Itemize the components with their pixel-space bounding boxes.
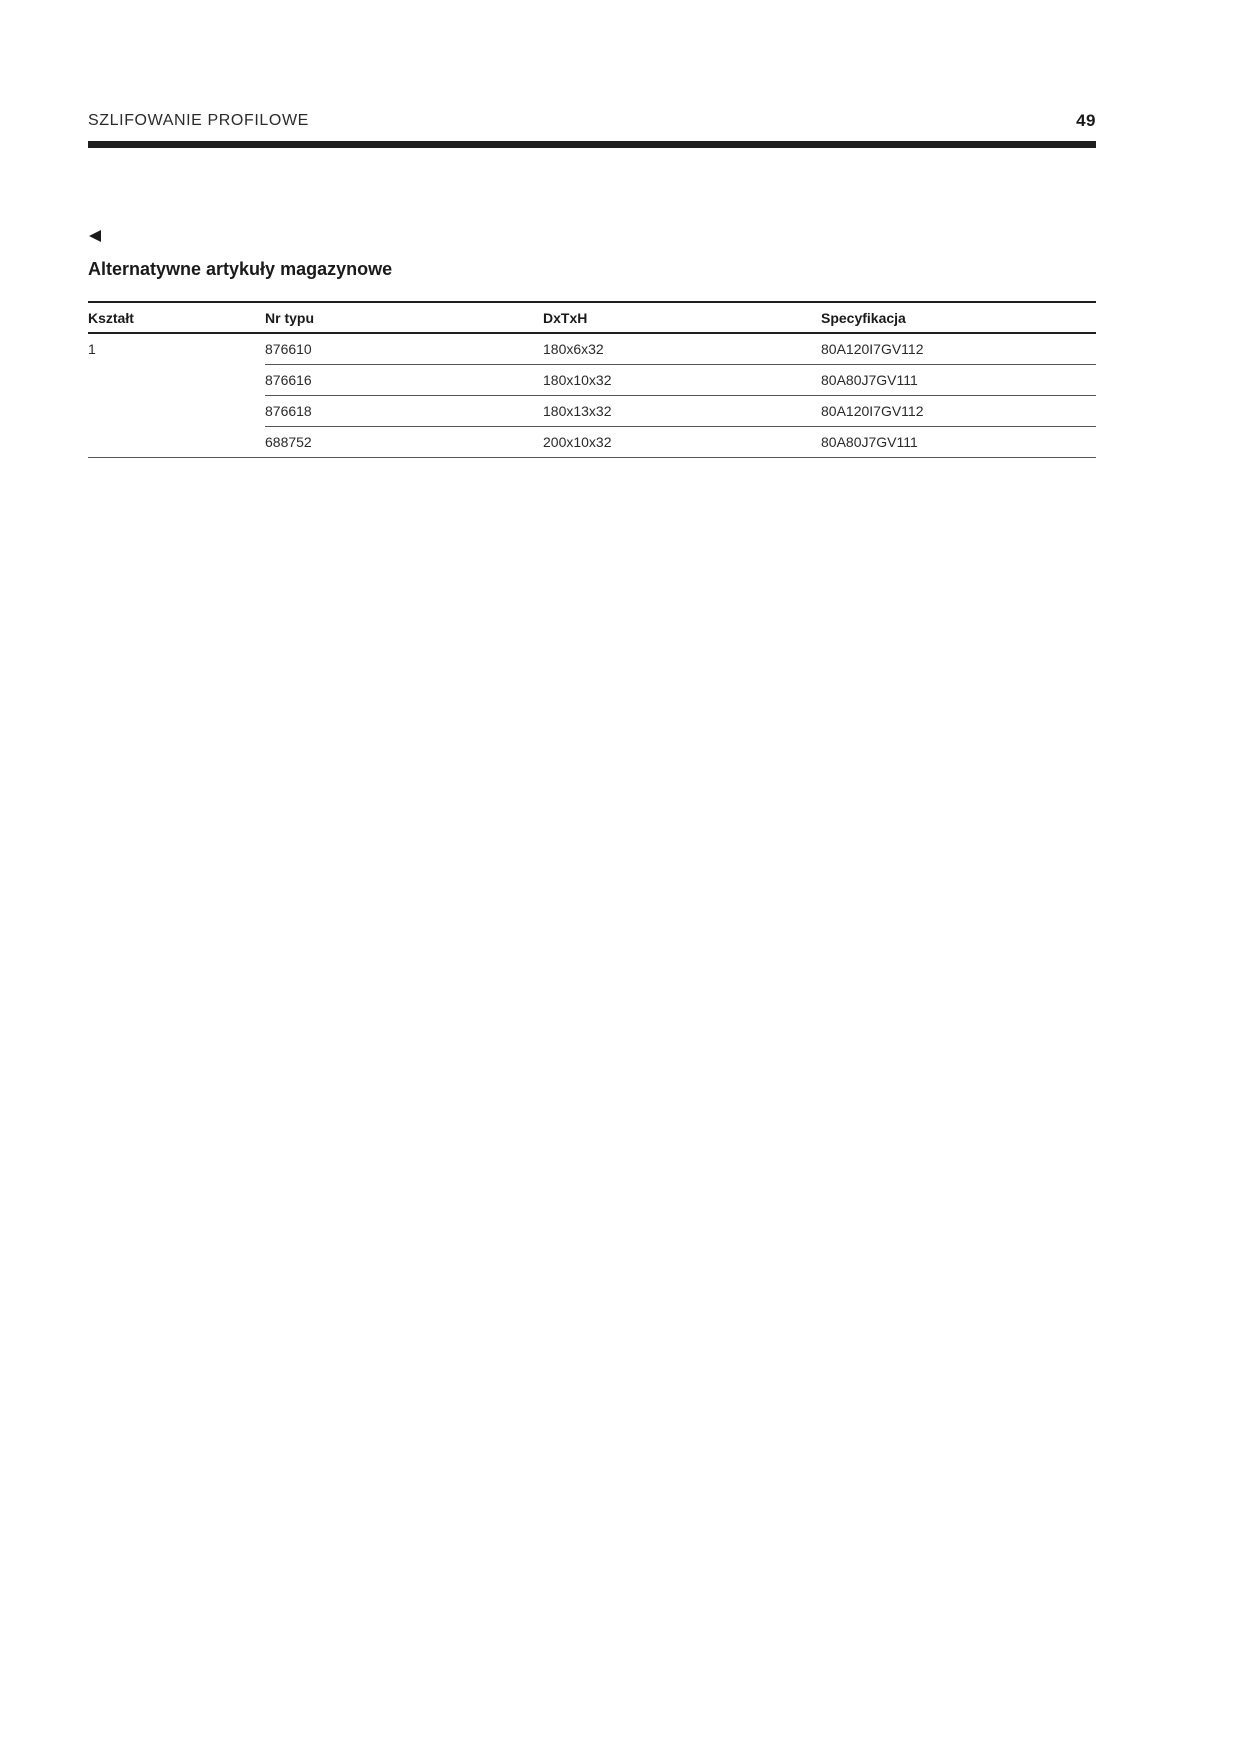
section-title: SZLIFOWANIE PROFILOWE bbox=[88, 112, 309, 129]
cell-shape bbox=[88, 365, 265, 396]
header-rule bbox=[88, 141, 1096, 148]
back-arrow-icon[interactable] bbox=[88, 229, 102, 243]
table-row bbox=[88, 396, 1096, 427]
cell-dimensions: 180x6x32 bbox=[543, 333, 821, 365]
cell-shape bbox=[88, 427, 265, 458]
cell-type-number: 688752 bbox=[265, 427, 543, 458]
cell-dimensions: 180x10x32 bbox=[543, 365, 821, 396]
cell-shape bbox=[88, 396, 265, 427]
table-row bbox=[88, 333, 1096, 365]
cell-specification: 80A120I7GV112 bbox=[821, 333, 1096, 365]
cell-shape: 1 bbox=[88, 341, 96, 358]
column-header-type-number: Nr typu bbox=[265, 309, 314, 326]
column-header-shape: Kształt bbox=[88, 309, 134, 326]
page-header bbox=[88, 112, 1096, 132]
cell-dimensions: 200x10x32 bbox=[543, 427, 821, 458]
table-header-row bbox=[88, 302, 1096, 333]
table-title: Alternatywne artykuły magazynowe bbox=[88, 259, 393, 279]
cell-type-number: 876610 bbox=[265, 333, 543, 365]
column-header-dimensions: DxTxH bbox=[543, 309, 588, 326]
cell-specification: 80A80J7GV111 bbox=[821, 427, 1096, 458]
cell-specification: 80A120I7GV112 bbox=[821, 396, 1096, 427]
column-header-specification: Specyfikacja bbox=[821, 309, 906, 326]
table-row bbox=[88, 427, 1096, 458]
cell-type-number: 876618 bbox=[265, 396, 543, 427]
cell-type-number: 876616 bbox=[265, 365, 543, 396]
page-number: 49 bbox=[1076, 111, 1096, 130]
stock-table bbox=[88, 301, 1096, 458]
cell-dimensions: 180x13x32 bbox=[543, 396, 821, 427]
cell-specification: 80A80J7GV111 bbox=[821, 365, 1096, 396]
table-row bbox=[88, 365, 1096, 396]
